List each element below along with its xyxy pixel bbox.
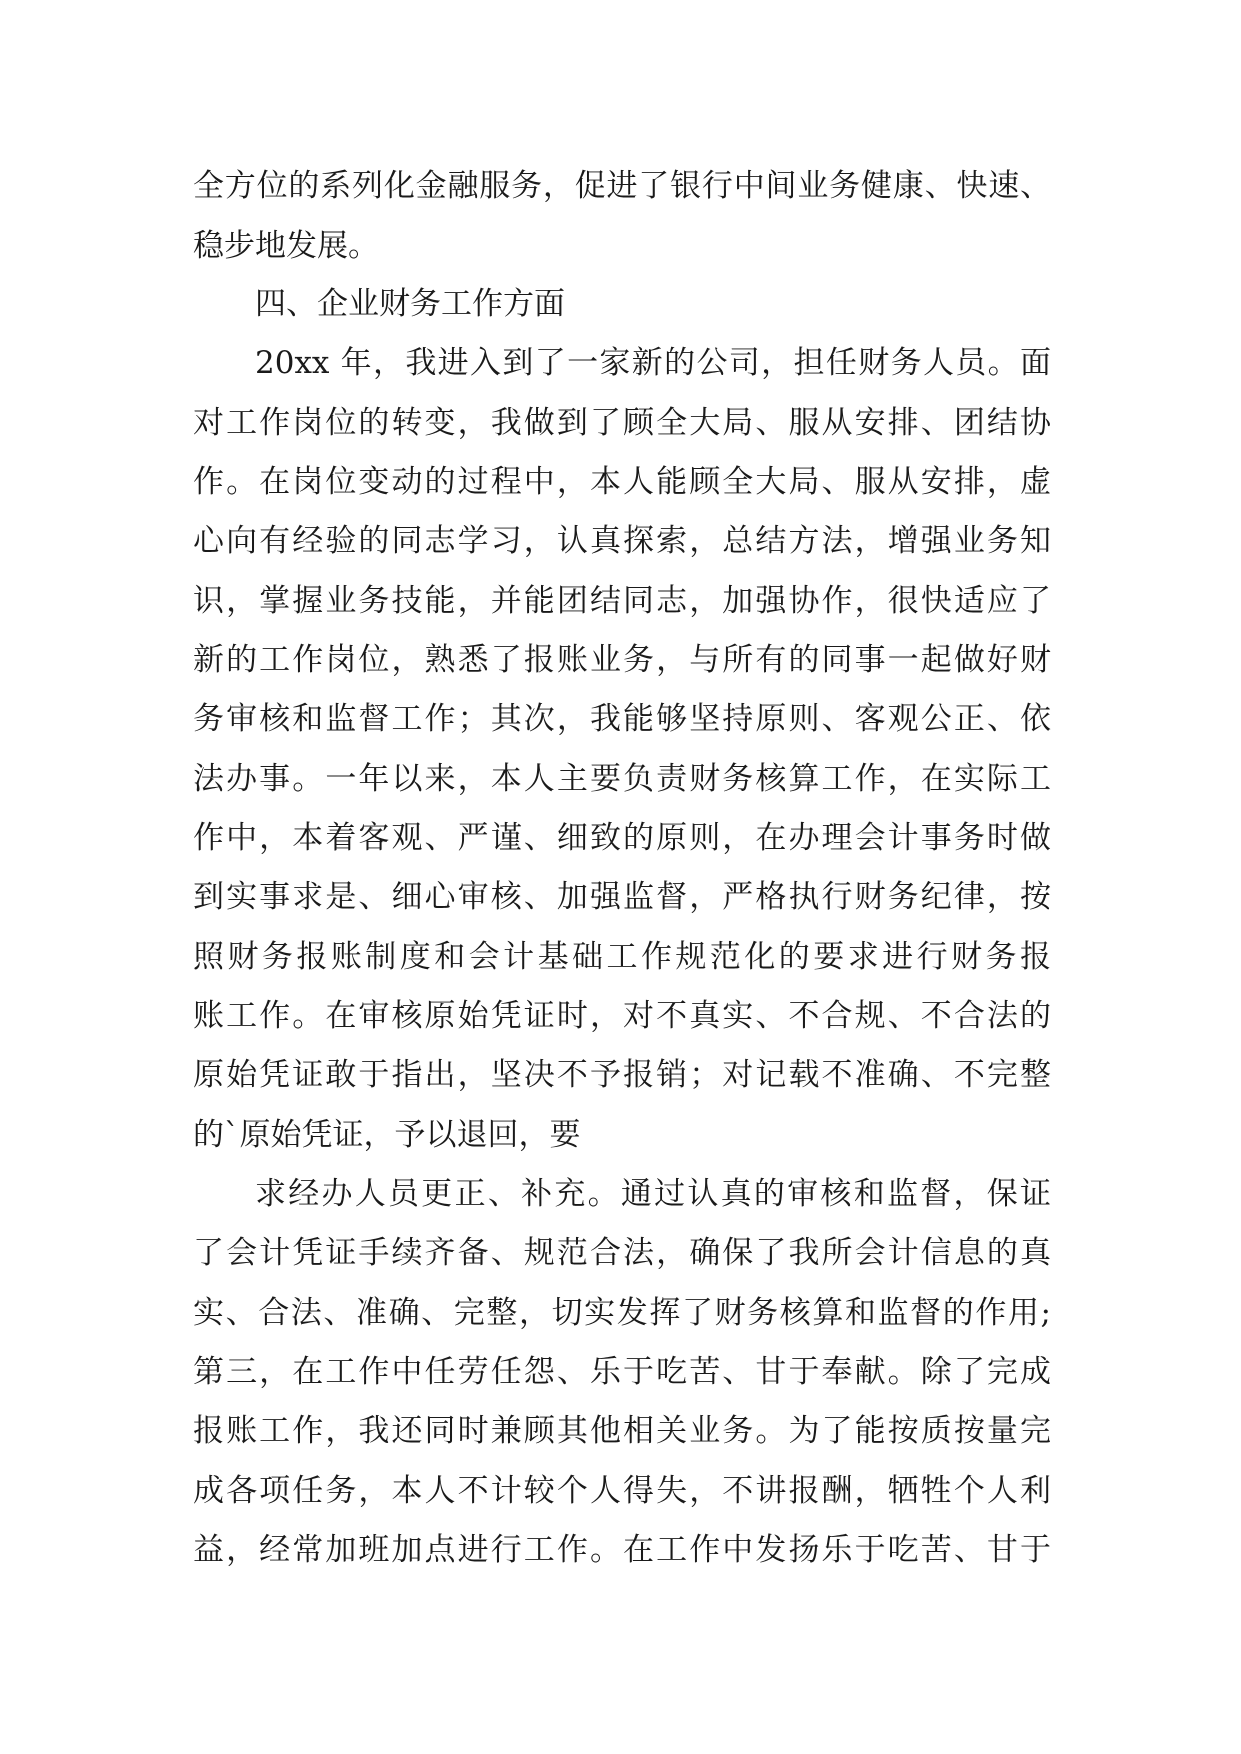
text-line: 作。在岗位变动的过程中，本人能顾全大局、服从安排，虚 — [193, 464, 1051, 500]
text-line: 益，经常加班加点进行工作。在工作中发扬乐于吃苦、甘于 — [193, 1532, 1051, 1568]
text-line: 到实事求是、细心审核、加强监督，严格执行财务纪律，按 — [193, 879, 1051, 915]
text-line: 对工作岗位的转变，我做到了顾全大局、服从安排、团结协 — [193, 405, 1051, 441]
text-line: 新的工作岗位，熟悉了报账业务，与所有的同事一起做好财 — [193, 642, 1051, 678]
text-line: 务审核和监督工作；其次，我能够坚持原则、客观公正、依 — [193, 701, 1051, 737]
text-line: 报账工作，我还同时兼顾其他相关业务。为了能按质按量完 — [193, 1413, 1051, 1449]
text-line: 稳步地发展。 — [193, 228, 379, 264]
text-line: 全方位的系列化金融服务，促进了银行中间业务健康、快速、 — [193, 168, 1051, 204]
text-line: 第三，在工作中任劳任怨、乐于吃苦、甘于奉献。除了完成 — [193, 1354, 1051, 1390]
text-line: 了会计凭证手续齐备、规范合法，确保了我所会计信息的真 — [193, 1235, 1051, 1271]
text-line: 账工作。在审核原始凭证时，对不真实、不合规、不合法的 — [193, 998, 1051, 1034]
text-line: 的`原始凭证，予以退回，要 — [193, 1117, 581, 1153]
text-line: 心向有经验的同志学习，认真探索，总结方法，增强业务知 — [193, 523, 1051, 559]
text-line: 照财务报账制度和会计基础工作规范化的要求进行财务报 — [193, 939, 1051, 975]
text-line: 成各项任务，本人不计较个人得失，不讲报酬，牺牲个人利 — [193, 1473, 1051, 1509]
text-line: 求经办人员更正、补充。通过认真的审核和监督，保证 — [255, 1176, 1051, 1212]
text-line: 实、合法、准确、完整，切实发挥了财务核算和监督的作用; — [193, 1295, 1051, 1331]
text-line: 原始凭证敢于指出，坚决不予报销；对记载不准确、不完整 — [193, 1057, 1051, 1093]
text-line: 识，掌握业务技能，并能团结同志，加强协作，很快适应了 — [193, 583, 1051, 619]
section-heading: 四、企业财务工作方面 — [255, 286, 565, 322]
text-line: 作中，本着客观、严谨、细致的原则，在办理会计事务时做 — [193, 820, 1051, 856]
text-line: 20xx 年，我进入到了一家新的公司，担任财务人员。面 — [255, 345, 1051, 381]
text-line: 法办事。一年以来，本人主要负责财务核算工作，在实际工 — [193, 761, 1051, 797]
